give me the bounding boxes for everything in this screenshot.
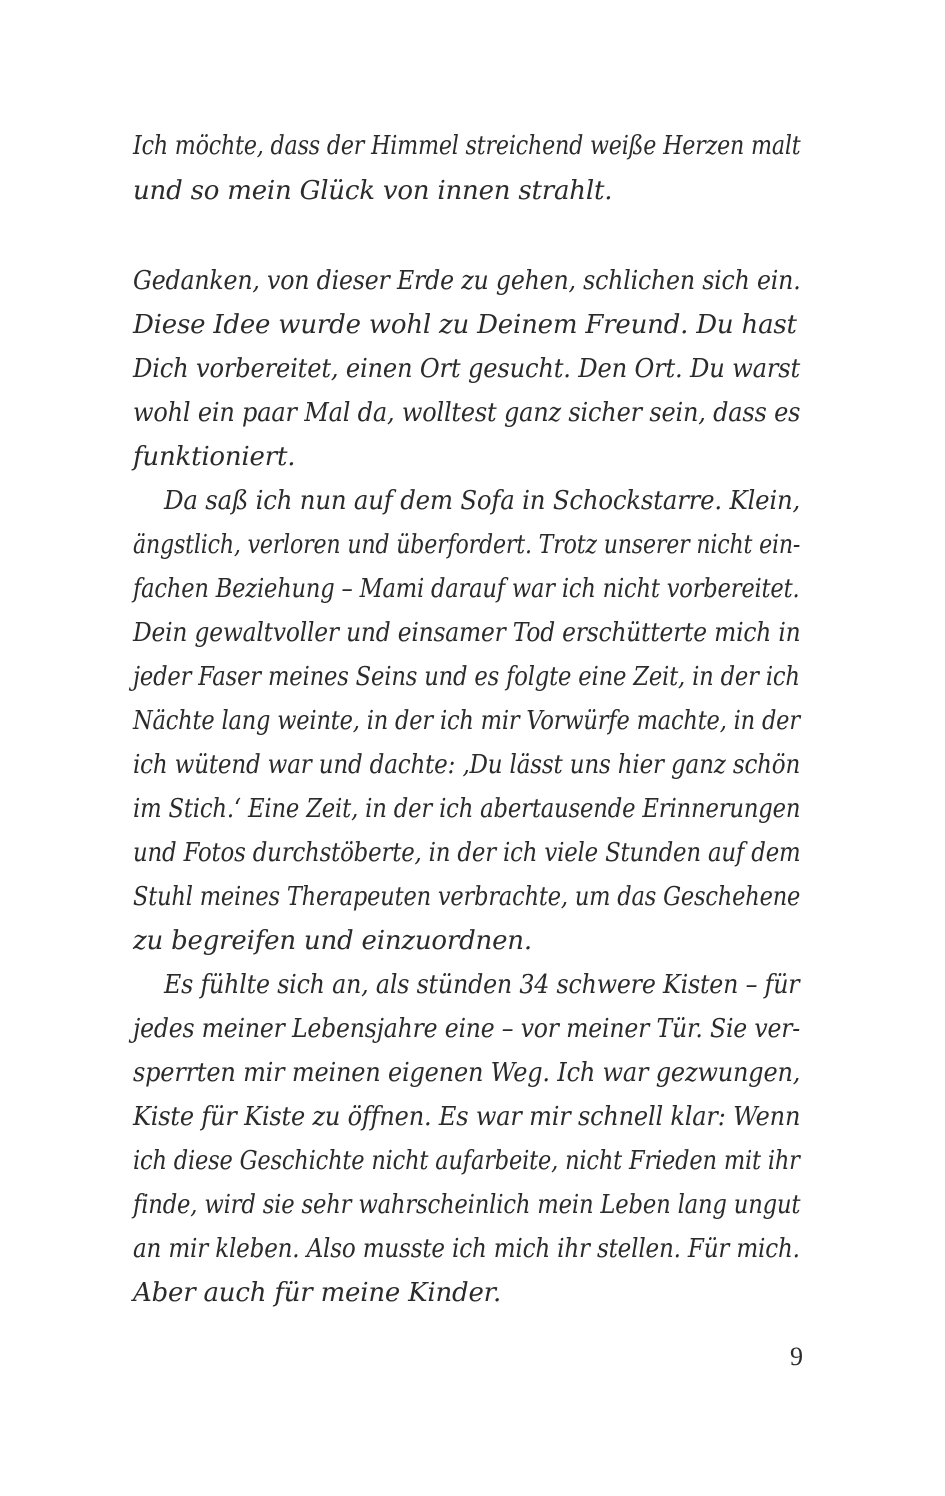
- text-line: wohl ein paar Mal da, wolltest ganz sicher sein, dass es: [133, 398, 801, 428]
- text-line: zu begreifen und einzuordnen.: [133, 926, 532, 956]
- text-line: Diese Idee wurde wohl zu Deinem Freund. Du hast: [133, 310, 797, 340]
- text-line: Nächte lang weinte, in der ich mir Vorwürfe machte, in der: [133, 706, 800, 736]
- text-line: an mir kleben. Also musste ich mich ihr stellen. Für mich.: [133, 1234, 800, 1264]
- text-line: Stuhl meines Therapeuten verbrachte, um das Geschehene: [133, 882, 801, 912]
- text-line: Kiste für Kiste zu öffnen. Es war mir schnell klar: Wenn: [133, 1102, 801, 1132]
- text-line: ängstlich, verloren und überfordert. Trotz unserer nicht ein-: [133, 530, 801, 560]
- text-line: Dich vorbereitet, einen Ort gesucht. Den Ort. Du warst: [133, 354, 800, 384]
- text-line: Da saß ich nun auf dem Sofa in Schockstarre. Klein,: [164, 486, 801, 516]
- text-line: im Stich.‘ Eine Zeit, in der ich abertausende Erinnerungen: [133, 794, 801, 824]
- text-line: ich diese Geschichte nicht aufarbeite, nicht Frieden mit ihr: [133, 1146, 800, 1176]
- text-line: ich wütend war und dachte: ‚Du lässt uns hier ganz schön: [133, 750, 801, 780]
- page-number: 9: [790, 1342, 803, 1371]
- text-line: funktioniert.: [133, 442, 296, 472]
- text-line: jedes meiner Lebensjahre eine – vor meiner Tür. Sie ver-: [133, 1014, 801, 1044]
- text-line: jeder Faser meines Seins und es folgte eine Zeit, in der ich: [133, 662, 800, 692]
- poem-line: und so mein Glück von innen strahlt.: [133, 176, 613, 206]
- poem-line: Ich möchte, dass der Himmel streichend weiße Herzen malt: [133, 131, 801, 161]
- text-line: Dein gewaltvoller und einsamer Tod erschütterte mich in: [133, 618, 801, 648]
- text-line: Es fühlte sich an, als stünden 34 schwere Kisten – für: [164, 970, 800, 1000]
- text-line: finde, wird sie sehr wahrscheinlich mein Leben lang ungut: [133, 1190, 801, 1220]
- text-line: Aber auch für meine Kinder.: [133, 1278, 502, 1308]
- text-line: sperrten mir meinen eigenen Weg. Ich war gezwungen,: [133, 1058, 801, 1088]
- text-line: Gedanken, von dieser Erde zu gehen, schlichen sich ein.: [133, 266, 801, 296]
- text-line: fachen Beziehung – Mami darauf war ich nicht vorbereitet.: [133, 574, 800, 604]
- text-line: und Fotos durchstöberte, in der ich viele Stunden auf dem: [133, 838, 801, 868]
